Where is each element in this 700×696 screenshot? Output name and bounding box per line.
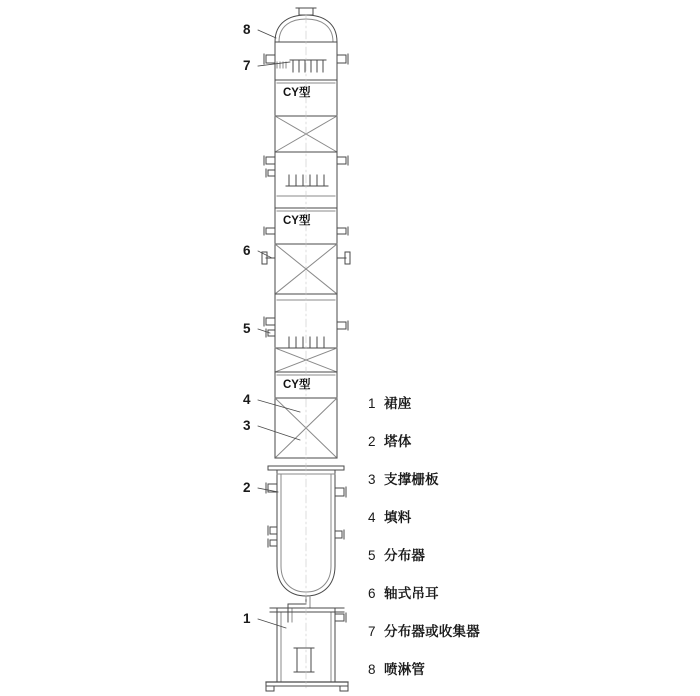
- callout-2: 2: [243, 480, 251, 495]
- legend-number: 1: [368, 396, 376, 411]
- legend-item-1: [368, 392, 618, 430]
- callout-7: 7: [243, 58, 251, 73]
- callout-6: 6: [243, 243, 251, 258]
- packing-label-1: CY型: [283, 87, 311, 99]
- legend-item-3: [368, 468, 618, 506]
- legend-number: 6: [368, 586, 376, 601]
- callout-5: 5: [243, 321, 251, 336]
- legend-label: 分布器或收集器: [384, 624, 480, 639]
- callout-1: 1: [243, 611, 251, 626]
- legend-label: 分布器: [384, 548, 426, 563]
- legend-label: 支撑栅板: [384, 472, 439, 487]
- legend-item-5: [368, 544, 618, 582]
- legend-item-6: [368, 582, 618, 620]
- legend-label: 填料: [384, 510, 412, 525]
- packing-label-2: CY型: [283, 215, 311, 227]
- legend-number: 8: [368, 662, 376, 677]
- legend-label: 轴式吊耳: [384, 586, 439, 601]
- legend-label: 塔体: [384, 434, 412, 449]
- legend-number: 3: [368, 472, 376, 487]
- legend-item-2: [368, 430, 618, 468]
- legend-label: 喷淋管: [384, 662, 426, 677]
- callout-4: 4: [243, 392, 251, 407]
- legend-label: 裙座: [384, 396, 412, 411]
- callout-8: 8: [243, 22, 251, 37]
- callout-3: 3: [243, 418, 251, 433]
- packing-label-3: CY型: [283, 379, 311, 391]
- callout-leaders: [258, 30, 300, 628]
- legend-number: 2: [368, 434, 376, 449]
- skirt: [266, 596, 348, 691]
- legend-item-8: [368, 658, 618, 696]
- legend-item-4: [368, 506, 618, 544]
- legend-number: 5: [368, 548, 376, 563]
- legend-number: 4: [368, 510, 376, 525]
- legend-number: 7: [368, 624, 376, 639]
- legend-item-7: [368, 620, 618, 658]
- legend: [368, 392, 618, 696]
